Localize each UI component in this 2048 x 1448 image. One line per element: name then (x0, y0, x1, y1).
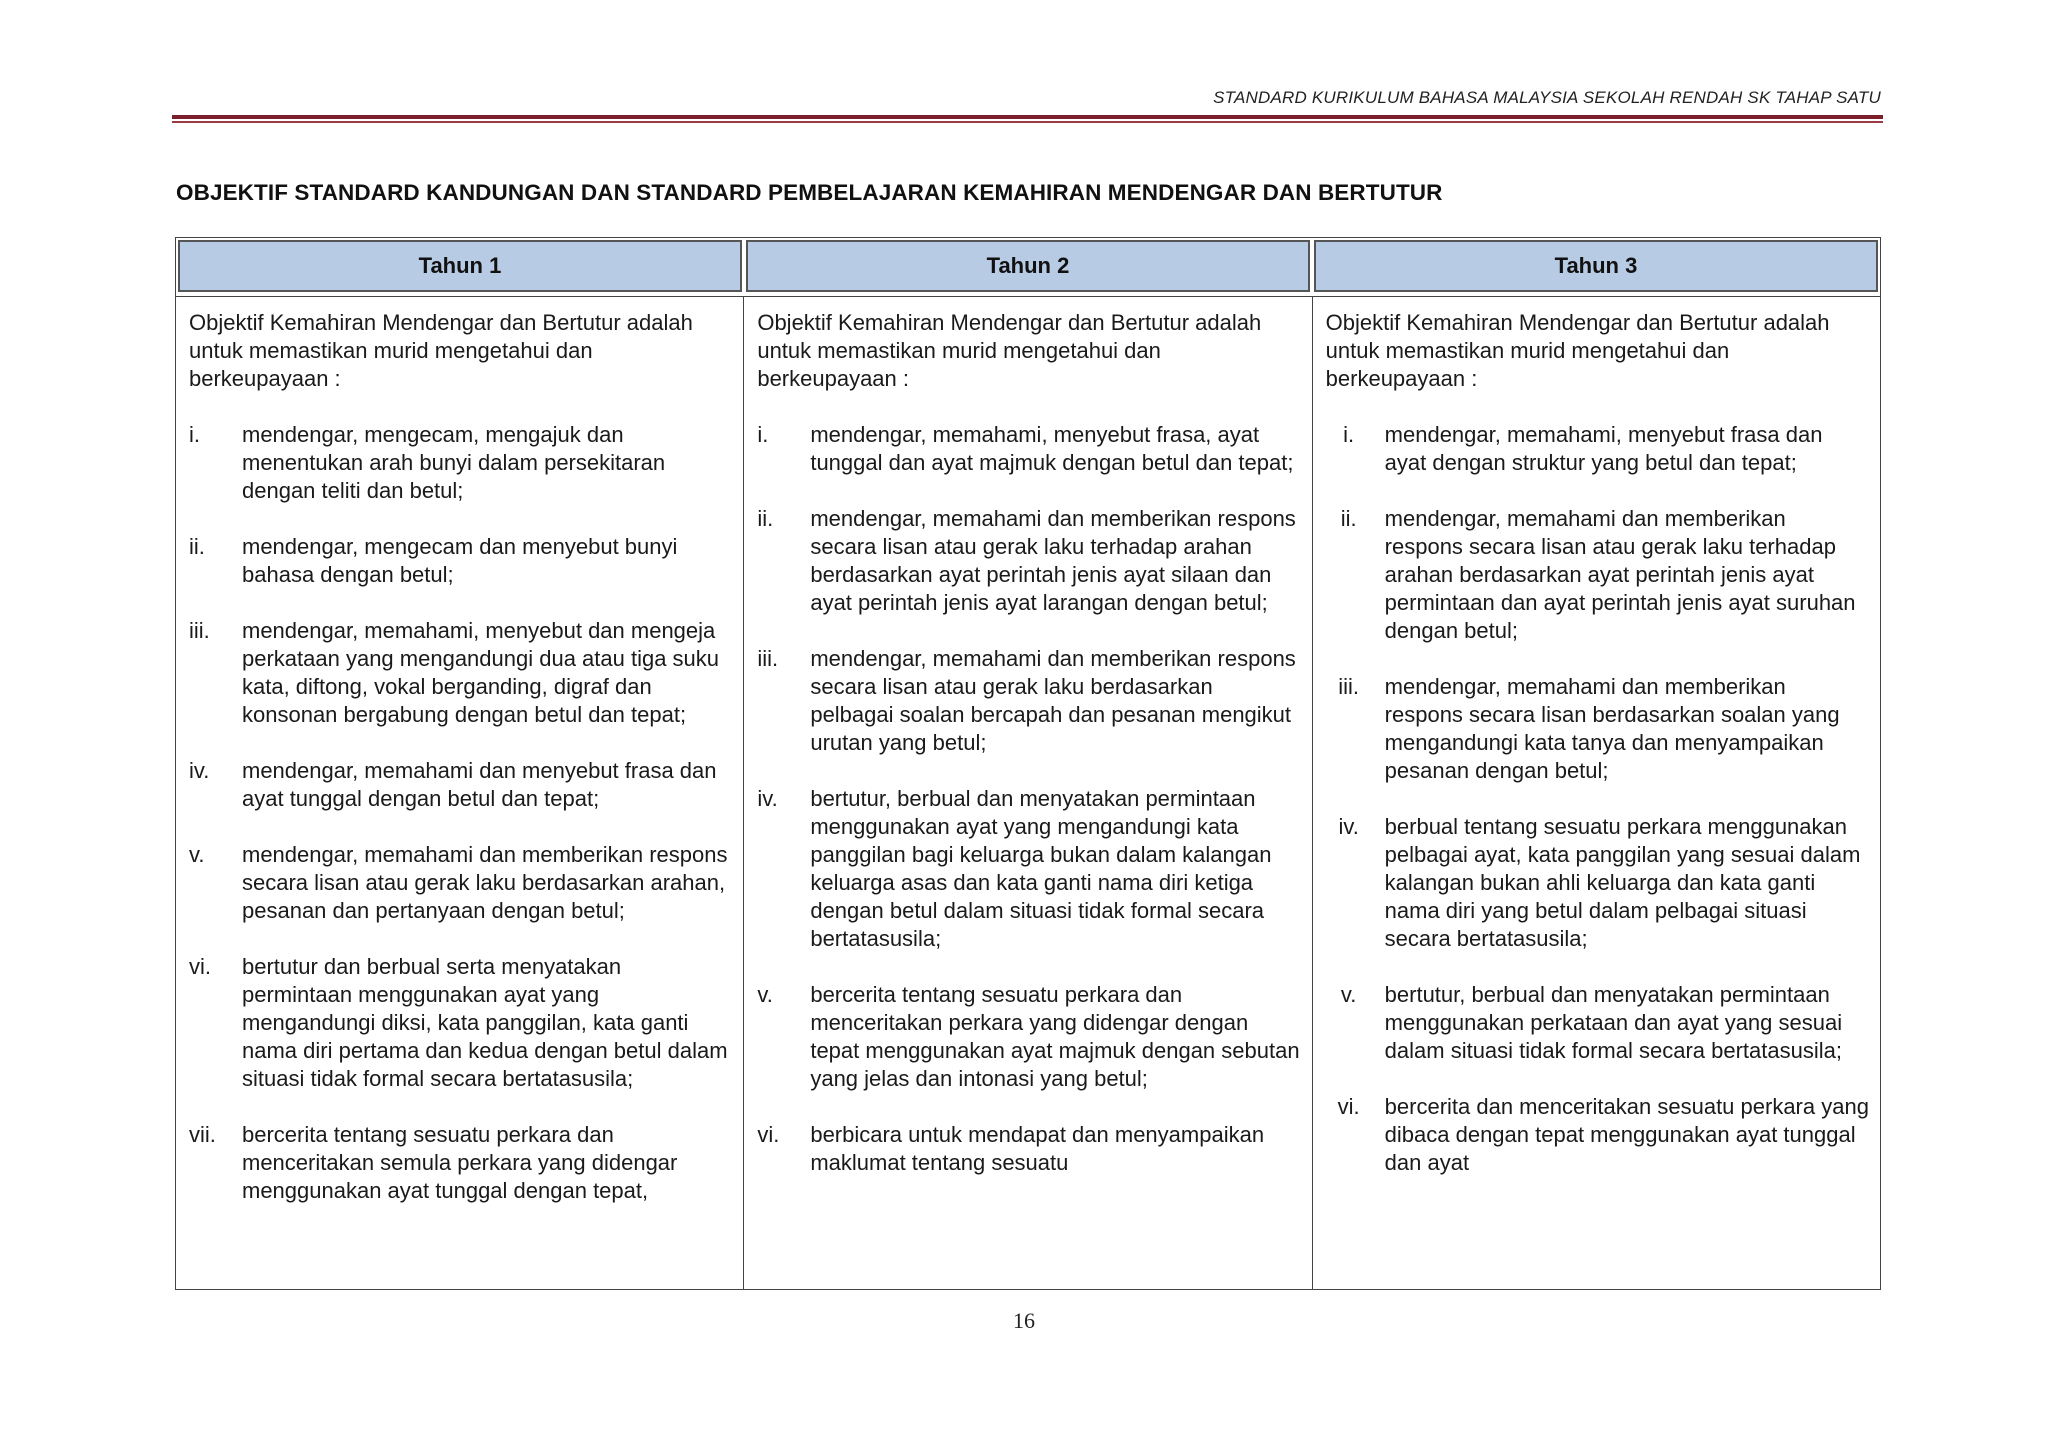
item-number: i. (189, 422, 200, 447)
item-number: v. (1340, 982, 1357, 1007)
item-number: iv. (757, 786, 778, 811)
item-text: mendengar, memahami, menyebut frasa dan ayat dengan struktur yang betul dan tepat; (1384, 422, 1823, 475)
list-item (1326, 981, 1870, 1065)
item-text: bercerita tentang sesuatu perkara dan menceritakan semula perkara yang didengar menggunakan ayat tunggal dengan tepat, (242, 1122, 678, 1203)
list-item (757, 785, 1301, 953)
objectives-table (175, 237, 1881, 1290)
item-text: mendengar, memahami dan memberikan respons secara lisan atau gerak laku terhadap arahan berdasarkan ayat perintah jenis ayat permintaan dan ayat perintah jenis ayat suruhan dengan betul; (1384, 506, 1856, 643)
item-number: i. (757, 422, 769, 447)
list-item (1326, 1093, 1870, 1177)
item-text: mendengar, memahami dan memberikan respons secara lisan berdasarkan soalan yang mengandungi kata tanya dan menyampaikan pesanan dengan betul; (1384, 674, 1840, 783)
page-number: 16 (1013, 1308, 1035, 1333)
item-text: bercerita dan menceritakan sesuatu perkara yang dibaca dengan tepat menggunakan ayat tunggal dan ayat (1384, 1094, 1869, 1175)
item-number: ii. (1340, 506, 1357, 531)
list-item (1326, 505, 1870, 645)
header-rule-thin (172, 121, 1883, 123)
list-item (757, 645, 1301, 757)
item-text: mendengar, memahami dan memberikan respons secara lisan atau gerak laku berdasarkan arahan, pesanan dan pertanyaan dengan betul; (242, 842, 728, 923)
item-number: iii. (189, 618, 210, 643)
item-number: ii. (757, 506, 774, 531)
list-item (757, 505, 1301, 617)
list-item (1326, 813, 1870, 953)
column-tahun-2 (743, 297, 1311, 1289)
item-number: vii. (189, 1122, 216, 1147)
running-header: STANDARD KURIKULUM BAHASA MALAYSIA SEKOLAH RENDAH SK TAHAP SATU (1213, 88, 1881, 107)
item-number: v. (189, 842, 205, 867)
item-text: mendengar, mengecam dan menyebut bunyi bahasa dengan betul; (242, 534, 678, 587)
item-number: iv. (1338, 814, 1359, 839)
item-number: iv. (189, 758, 210, 783)
list-item (189, 421, 733, 505)
item-text: mendengar, mengecam, mengajuk dan menentukan arah bunyi dalam persekitaran dengan teliti dan betul; (242, 422, 666, 503)
item-text: bertutur, berbual dan menyatakan permintaan menggunakan ayat yang mengandungi kata panggilan bagi keluarga bukan dalam kalangan keluarga asas dan kata ganti nama diri ketiga dengan betul dalam situasi tidak formal secara bertatasusila; (810, 786, 1272, 951)
item-number: iii. (1338, 674, 1360, 699)
item-text: berbicara untuk mendapat dan menyampaikan maklumat tentang sesuatu (810, 1122, 1265, 1175)
item-number: ii. (189, 534, 205, 559)
item-text: bercerita tentang sesuatu perkara dan menceritakan perkara yang didengar dengan tepat menggunakan ayat majmuk dengan sebutan yang jelas dan intonasi yang betul; (810, 982, 1300, 1091)
list-item (1326, 673, 1870, 785)
table-body-row (176, 296, 1880, 1289)
item-number: vi. (757, 1122, 780, 1147)
header-tahun-2: Tahun 2 (746, 240, 1310, 292)
item-text: bertutur, berbual dan menyatakan permintaan menggunakan perkataan dan ayat yang sesuai dalam situasi tidak formal secara bertatasusila; (1384, 982, 1843, 1063)
column-intro: Objektif Kemahiran Mendengar dan Bertutur adalah untuk memastikan murid mengetahui dan berkeupayaan : (757, 310, 1262, 391)
column-intro: Objektif Kemahiran Mendengar dan Bertutur adalah untuk memastikan murid mengetahui dan berkeupayaan : (189, 310, 693, 391)
page-title: OBJEKTIF STANDARD KANDUNGAN DAN STANDARD PEMBELAJARAN KEMAHIRAN MENDENGAR DAN BERTUTUR (176, 180, 1443, 205)
item-text: bertutur dan berbual serta menyatakan permintaan menggunakan ayat yang mengandungi diksi, kata panggilan, kata ganti nama diri pertama dan kedua dengan betul dalam situasi tidak formal secara bertatasusila; (242, 954, 728, 1091)
list-item (757, 1121, 1301, 1177)
item-number: iii. (757, 646, 779, 671)
item-number: v. (757, 982, 773, 1007)
list-item (757, 981, 1301, 1093)
list-item (189, 1121, 733, 1205)
item-text: mendengar, memahami dan memberikan respons secara lisan atau gerak laku berdasarkan pelbagai soalan bercapah dan pesanan mengikut urutan yang betul; (810, 646, 1296, 755)
item-text: mendengar, memahami, menyebut dan mengeja perkataan yang mengandungi dua atau tiga suku kata, diftong, vokal berganding, digraf dan konsonan bergabung dengan betul dan tepat; (242, 618, 720, 727)
header-tahun-3: Tahun 3 (1314, 240, 1878, 292)
column-tahun-1 (176, 297, 743, 1289)
column-intro: Objektif Kemahiran Mendengar dan Bertutur adalah untuk memastikan murid mengetahui dan berkeupayaan : (1325, 310, 1830, 391)
column-tahun-3 (1312, 297, 1880, 1289)
header-rule-thick (172, 115, 1883, 119)
list-item (757, 421, 1301, 477)
list-item (189, 953, 733, 1093)
list-item (189, 757, 733, 813)
item-number: vi. (1337, 1094, 1360, 1119)
table-header-row (176, 238, 1880, 294)
item-text: mendengar, memahami, menyebut frasa, ayat tunggal dan ayat majmuk dengan betul dan tepat; (810, 422, 1294, 475)
list-item (189, 617, 733, 729)
item-number: i. (1343, 422, 1355, 447)
item-number: vi. (189, 954, 211, 979)
header-tahun-1: Tahun 1 (178, 240, 742, 292)
list-item (189, 841, 733, 925)
item-text: mendengar, memahami dan memberikan respons secara lisan atau gerak laku terhadap arahan berdasarkan ayat perintah jenis ayat silaan dan ayat perintah jenis ayat larangan dengan betul; (810, 506, 1296, 615)
item-text: berbual tentang sesuatu perkara menggunakan pelbagai ayat, kata panggilan yang sesuai dalam kalangan bukan ahli keluarga dan kata ganti nama diri yang betul dalam pelbagai situasi secara bertatasusila; (1384, 814, 1861, 951)
list-item (1326, 421, 1870, 477)
item-text: mendengar, memahami dan menyebut frasa dan ayat tunggal dengan betul dan tepat; (242, 758, 717, 811)
list-item (189, 533, 733, 589)
